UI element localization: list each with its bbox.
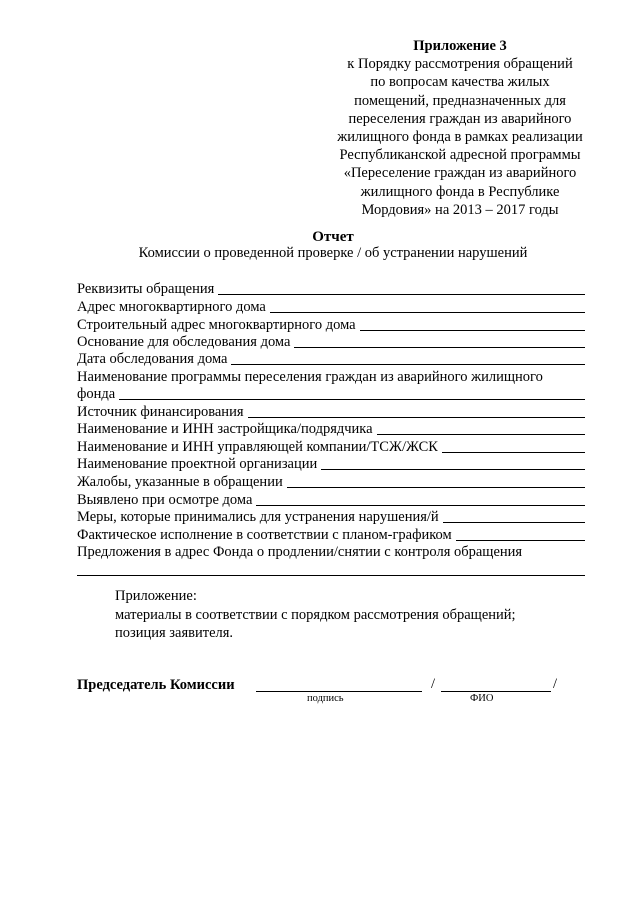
fill-line — [321, 469, 585, 470]
field-remedial-measures[interactable] — [77, 508, 585, 526]
field-proposals-line[interactable] — [77, 575, 585, 576]
field-label: Фактическое исполнение в соответствии с планом-графиком — [77, 527, 452, 543]
field-request-details[interactable] — [77, 280, 585, 298]
fill-line — [248, 417, 586, 418]
field-actual-execution[interactable] — [77, 526, 585, 544]
field-inspection-basis[interactable] — [77, 333, 585, 351]
field-inspection-findings[interactable] — [77, 491, 585, 509]
field-complaints[interactable] — [77, 473, 585, 491]
field-label: Дата обследования дома — [77, 351, 228, 367]
field-construction-address[interactable] — [77, 316, 585, 334]
name-line[interactable] — [441, 691, 551, 692]
field-building-address[interactable] — [77, 298, 585, 316]
fill-line — [443, 522, 585, 523]
name-caption: ФИО — [470, 693, 494, 704]
field-label: Жалобы, указанные в обращении — [77, 474, 283, 490]
appendix-line: Мордовия» на 2013 – 2017 годы — [361, 201, 559, 218]
field-label: Наименование проектной организации — [77, 456, 318, 472]
appendix-header — [310, 37, 610, 219]
field-label: Источник финансирования — [77, 404, 244, 420]
attachment-heading: Приложение: — [115, 588, 197, 604]
attachment-item: позиция заявителя. — [115, 625, 234, 641]
field-label: Наименование и ИНН управляющей компании/ТСЖ/ЖСК — [77, 439, 438, 455]
fill-line — [270, 312, 585, 313]
field-label: фонда — [77, 386, 116, 402]
fill-line — [287, 487, 585, 488]
appendix-line: по вопросам качества жилых — [370, 74, 550, 91]
field-proposals-label: Предложения в адрес Фонда о продлении/снятии с контроля обращения — [77, 544, 523, 560]
field-label: Адрес многоквартирного дома — [77, 299, 266, 315]
field-program-name[interactable] — [77, 385, 585, 403]
field-label: Строительный адрес многоквартирного дома — [77, 317, 356, 333]
appendix-line: переселения граждан из аварийного — [348, 110, 572, 127]
fill-line — [377, 434, 585, 435]
fill-line — [256, 505, 585, 506]
field-design-organization[interactable] — [77, 455, 585, 473]
fill-line — [231, 364, 585, 365]
signature-slash: / — [553, 676, 558, 692]
appendix-line: жилищного фонда в Республике — [360, 183, 560, 200]
fill-line — [218, 294, 585, 295]
field-developer[interactable] — [77, 420, 585, 438]
field-management-company[interactable] — [77, 438, 585, 456]
attachment-item: материалы в соответствии с порядком рассмотрения обращений; — [115, 607, 516, 623]
field-funding-source[interactable] — [77, 403, 585, 421]
appendix-title: Приложение 3 — [413, 38, 507, 54]
appendix-line: «Переселение граждан из аварийного — [343, 165, 577, 182]
signature-line[interactable] — [256, 691, 422, 692]
report-subtitle: Комиссии о проведенной проверке / об устранении нарушений — [138, 245, 528, 261]
fill-line — [442, 452, 585, 453]
field-label: Реквизиты обращения — [77, 281, 215, 297]
fill-line — [360, 330, 585, 331]
fill-line — [456, 540, 585, 541]
field-program-name-label: Наименование программы переселения граждан из аварийного жилищного — [77, 369, 543, 385]
fill-line — [119, 399, 585, 400]
appendix-line: к Порядку рассмотрения обращений — [347, 56, 573, 73]
signature-caption: подпись — [307, 693, 344, 704]
field-label: Основание для обследования дома — [77, 334, 291, 350]
report-title: Отчет — [312, 229, 354, 245]
appendix-line: Республиканской адресной программы — [339, 147, 581, 164]
fill-line — [294, 347, 585, 348]
appendix-line: помещений, предназначенных для — [354, 92, 566, 109]
field-inspection-date[interactable] — [77, 350, 585, 368]
chairman-label: Председатель Комиссии — [77, 677, 235, 693]
field-label: Меры, которые принимались для устранения нарушения/й — [77, 509, 439, 525]
appendix-line: жилищного фонда в рамках реализации — [337, 129, 583, 146]
signature-slash: / — [431, 676, 436, 692]
field-label: Выявлено при осмотре дома — [77, 492, 253, 508]
field-label: Наименование и ИНН застройщика/подрядчика — [77, 421, 373, 437]
